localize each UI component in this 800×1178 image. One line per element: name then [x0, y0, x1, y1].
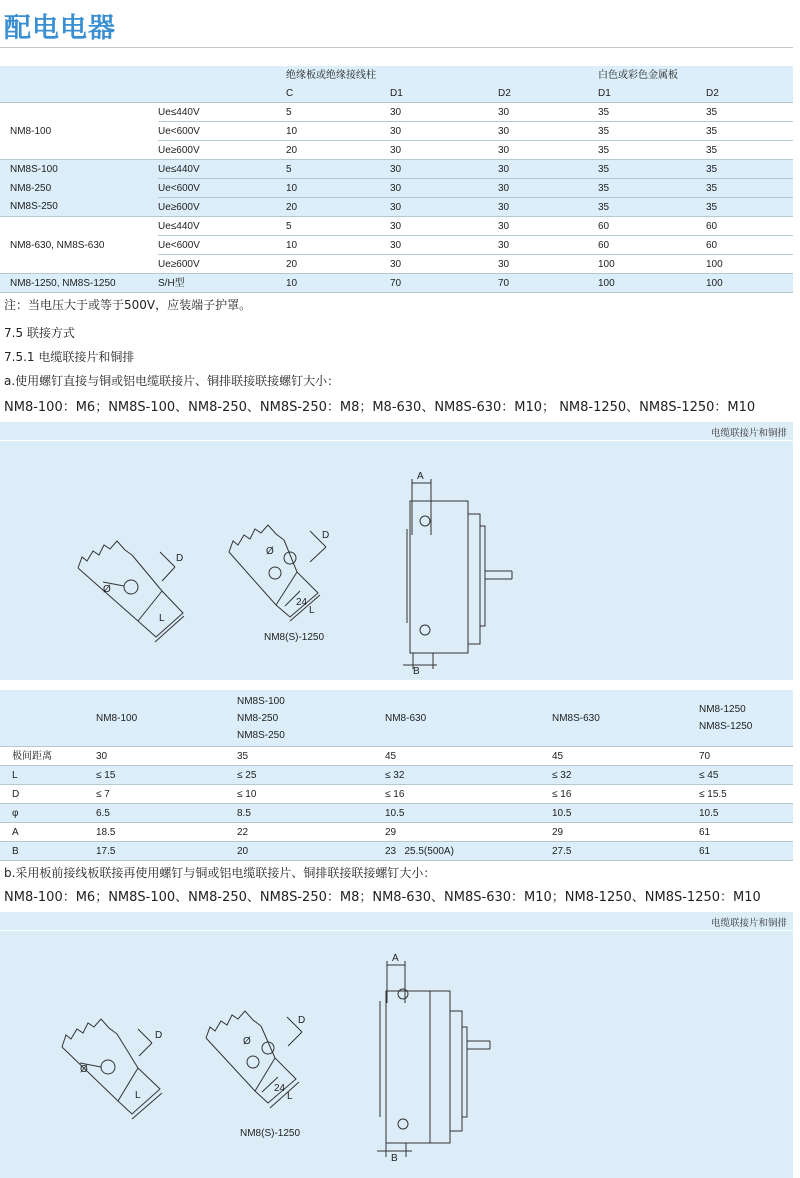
value-cell: ≤ 32	[385, 766, 552, 785]
value-cell: ≤ 15	[96, 766, 237, 785]
label-d: D	[176, 553, 184, 564]
value-cell: 30	[498, 141, 598, 160]
value-cell: 70	[699, 747, 793, 766]
value-cell: 35	[237, 747, 385, 766]
clearance-table	[0, 66, 793, 293]
breaker-side-view	[403, 479, 512, 669]
value-cell: 60	[598, 217, 706, 236]
voltage-cell: Ue≤440V	[158, 160, 286, 179]
value-cell: 60	[706, 236, 793, 255]
value-cell: ≤ 15.5	[699, 785, 793, 804]
value-cell: 20	[237, 842, 385, 861]
header-nm8-100: NM8-100	[96, 690, 237, 747]
value-cell: ≤ 7	[96, 785, 237, 804]
value-cell: 30	[498, 160, 598, 179]
value-cell: 35	[706, 198, 793, 217]
value-cell: 10	[286, 122, 390, 141]
header-blank	[0, 690, 96, 747]
value-cell: 30	[498, 122, 598, 141]
label-d-2: D	[322, 530, 330, 541]
value-cell: 30	[498, 236, 598, 255]
value-cell: 17.5	[96, 842, 237, 861]
header-line: NM8-1250	[699, 704, 746, 715]
value-cell: 18.5	[96, 823, 237, 842]
label-l: L	[135, 1090, 141, 1101]
value-cell: 10	[286, 274, 390, 293]
voltage-cell: Ue≥600V	[158, 198, 286, 217]
table-row	[0, 198, 793, 217]
label-24: 24	[274, 1083, 286, 1094]
value-cell: 29	[385, 823, 552, 842]
cable-lug-drawing	[62, 1019, 162, 1119]
item-a-screw-spec: NM8-100：M6；NM8S-100、NM8-250、NM8S-250：M8；M8-630、NM8S-630：M10； NM8-1250、NM8S-1250：M10	[4, 400, 756, 415]
model-cell: NM8-630, NM8S-630	[0, 217, 158, 274]
subheader-d1-metal: D1	[598, 84, 706, 103]
table-row	[0, 160, 793, 179]
header-nm8-1250-group	[699, 690, 793, 747]
value-cell: 30	[498, 217, 598, 236]
label-a: A	[392, 953, 399, 964]
label-l-2: L	[309, 605, 315, 616]
subheader-d1: D1	[390, 84, 498, 103]
group-header-insulating: 绝缘板或绝缘接线柱	[286, 66, 598, 84]
value-cell: 23 25.5(500A)	[385, 842, 552, 861]
value-cell: 30	[498, 198, 598, 217]
row-label: φ	[0, 804, 96, 823]
table-row	[0, 823, 793, 842]
value-cell: 45	[552, 747, 699, 766]
value-cell: 30	[498, 179, 598, 198]
row-label: B	[0, 842, 96, 861]
row-label: A	[0, 823, 96, 842]
value-cell: 45	[385, 747, 552, 766]
header-line: NM8S-250	[237, 729, 285, 741]
voltage-cell: Ue≤440V	[158, 217, 286, 236]
value-cell: 6.5	[96, 804, 237, 823]
label-l-2: L	[287, 1091, 293, 1102]
value-cell: 29	[552, 823, 699, 842]
value-cell: 20	[286, 198, 390, 217]
value-cell: 30	[390, 160, 498, 179]
value-cell: 35	[706, 160, 793, 179]
subheader-d2: D2	[498, 84, 598, 103]
drawing-panel-b	[0, 912, 793, 1178]
value-cell: 61	[699, 842, 793, 861]
value-cell: 100	[706, 255, 793, 274]
panel-header	[0, 912, 793, 931]
label-b: B	[413, 666, 420, 677]
table-row	[0, 274, 793, 293]
value-cell: 35	[598, 160, 706, 179]
value-cell: ≤ 32	[552, 766, 699, 785]
value-cell: 30	[390, 255, 498, 274]
subheader-c: C	[286, 84, 390, 103]
table-row	[0, 785, 793, 804]
value-cell: 22	[237, 823, 385, 842]
value-cell: 35	[706, 141, 793, 160]
value-cell: 100	[598, 274, 706, 293]
value-cell: 60	[598, 236, 706, 255]
group-header-metal: 白色或彩色金属板	[598, 66, 793, 84]
table-row	[0, 766, 793, 785]
label-phi-2: Ø	[243, 1036, 251, 1047]
header-line: NM8-250	[237, 712, 279, 724]
value-cell: 30	[498, 255, 598, 274]
header-nm8s-100-group	[237, 690, 385, 747]
table-row	[0, 747, 793, 766]
voltage-cell: Ue≥600V	[158, 255, 286, 274]
breaker-side-view	[377, 961, 490, 1157]
value-cell: 30	[390, 141, 498, 160]
label-phi: Ø	[80, 1064, 88, 1075]
value-cell: ≤ 16	[552, 785, 699, 804]
drawing-caption: NM8(S)-1250	[264, 632, 325, 643]
value-cell: 5	[286, 217, 390, 236]
value-cell: 70	[498, 274, 598, 293]
table-row	[0, 217, 793, 236]
value-cell: ≤ 45	[699, 766, 793, 785]
label-phi: Ø	[103, 584, 111, 595]
label-24: 24	[296, 597, 308, 608]
value-cell: 30	[390, 198, 498, 217]
value-cell: 35	[598, 179, 706, 198]
value-cell: 100	[706, 274, 793, 293]
item-b-description: b.采用板前接线板联接再使用螺钉与铜或铝电缆联接片、铜排联接联接螺钉大小：	[4, 866, 436, 880]
section-heading-7-5: 7.5 联接方式	[4, 326, 75, 340]
value-cell: 10.5	[385, 804, 552, 823]
table-row	[0, 804, 793, 823]
voltage-note: 注：当电压大于或等于500V，应装端子护罩。	[4, 298, 252, 312]
value-cell: 30	[390, 236, 498, 255]
value-cell: 30	[390, 122, 498, 141]
value-cell: ≤ 16	[385, 785, 552, 804]
row-label: L	[0, 766, 96, 785]
value-cell: 27.5	[552, 842, 699, 861]
value-cell: 5	[286, 160, 390, 179]
connection-drawing-b	[0, 931, 793, 1177]
value-cell: 5	[286, 103, 390, 122]
item-a-description: a.使用螺钉直接与铜或铝电缆联接片、铜排联接联接螺钉大小：	[4, 374, 340, 388]
value-cell: 20	[286, 255, 390, 274]
value-cell: 30	[96, 747, 237, 766]
value-cell: 35	[598, 198, 706, 217]
voltage-cell: Ue≤440V	[158, 103, 286, 122]
value-cell: 30	[390, 179, 498, 198]
voltage-cell: Ue<600V	[158, 236, 286, 255]
value-cell: 10.5	[699, 804, 793, 823]
value-cell: ≤ 10	[237, 785, 385, 804]
model-cell: NM8S-100	[0, 160, 158, 179]
value-cell: 8.5	[237, 804, 385, 823]
value-cell: 20	[286, 141, 390, 160]
header-line: NM8S-1250	[699, 721, 753, 732]
table-header-row	[0, 690, 793, 747]
item-b-screw-spec: NM8-100：M6；NM8S-100、NM8-250、NM8S-250：M8；NM8-630、NM8S-630：M10；NM8-1250、NM8S-1250：M10	[4, 890, 761, 905]
dimension-table	[0, 690, 793, 861]
value-cell: 60	[706, 217, 793, 236]
label-a: A	[417, 471, 424, 482]
header-line: NM8S-100	[237, 695, 285, 707]
value-cell: 30	[390, 217, 498, 236]
value-cell: 35	[706, 122, 793, 141]
value-cell: 100	[598, 255, 706, 274]
label-d-2: D	[298, 1015, 306, 1026]
label-d: D	[155, 1030, 163, 1041]
header-nm8s-630: NM8S-630	[552, 690, 699, 747]
value-cell: 10.5	[552, 804, 699, 823]
section-heading-7-5-1: 7.5.1 电缆联接片和铜排	[4, 350, 135, 364]
value-cell: ≤ 25	[237, 766, 385, 785]
value-cell: 10	[286, 179, 390, 198]
table-row	[0, 842, 793, 861]
drawing-caption: NM8(S)-1250	[240, 1128, 301, 1139]
row-label: 极间距离	[0, 747, 96, 766]
header-nm8-630: NM8-630	[385, 690, 552, 747]
row-label: D	[0, 785, 96, 804]
drawing-panel-a	[0, 422, 793, 680]
value-cell: 35	[598, 141, 706, 160]
table-row	[0, 103, 793, 122]
value-cell: 30	[390, 103, 498, 122]
model-cell: NM8S-250	[0, 198, 158, 217]
connection-drawing-a	[0, 441, 793, 681]
label-b: B	[391, 1153, 398, 1164]
page-title: 配电电器	[4, 13, 116, 44]
voltage-cell: Ue<600V	[158, 122, 286, 141]
title-divider	[0, 47, 793, 48]
value-cell: 35	[598, 122, 706, 141]
label-l: L	[159, 613, 165, 624]
table-row	[0, 179, 793, 198]
model-cell: NM8-1250, NM8S-1250	[0, 274, 158, 293]
table-subheader-row	[0, 84, 793, 103]
subheader-d2-metal: D2	[706, 84, 793, 103]
value-cell: 35	[706, 179, 793, 198]
value-cell: 61	[699, 823, 793, 842]
cable-lug-drawing	[78, 541, 184, 642]
value-cell: 70	[390, 274, 498, 293]
label-phi-2: Ø	[266, 546, 274, 557]
model-cell: NM8-250	[0, 179, 158, 198]
voltage-cell: Ue<600V	[158, 179, 286, 198]
table-header-row	[0, 66, 793, 84]
value-cell: 30	[498, 103, 598, 122]
panel-header	[0, 422, 793, 441]
voltage-cell: Ue≥600V	[158, 141, 286, 160]
voltage-cell: S/H型	[158, 274, 286, 293]
value-cell: 10	[286, 236, 390, 255]
model-cell: NM8-100	[0, 103, 158, 160]
value-cell: 35	[706, 103, 793, 122]
panel-label: 电缆联接片和铜排	[710, 918, 787, 929]
panel-label: 电缆联接片和铜排	[710, 428, 787, 439]
value-cell: 35	[598, 103, 706, 122]
